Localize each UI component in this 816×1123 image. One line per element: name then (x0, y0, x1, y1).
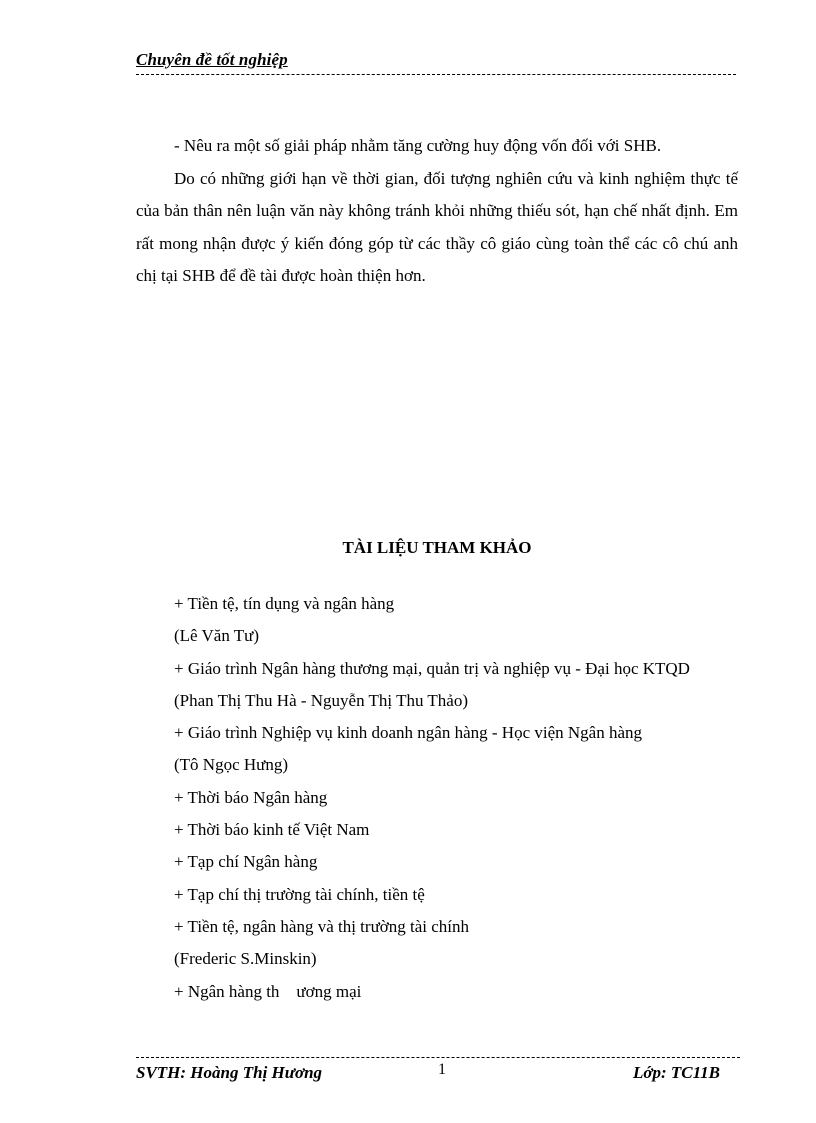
reference-item: + Tạp chí Ngân hàng (174, 852, 318, 872)
footer-class: Lớp: TC11B (632, 1063, 720, 1082)
reference-item: + Giáo trình Nghiệp vụ kinh doanh ngân hàng - Học viện Ngân hàng (174, 723, 643, 743)
footer-author: SVTH: Hoàng Thị Hương (136, 1063, 323, 1082)
reference-item: + Tiền tệ, ngân hàng và thị trường tài chính (174, 916, 470, 936)
reference-author: (Lê Văn Tư) (174, 626, 260, 646)
body-paragraph: Do có những giới hạn về thời gian, đối tượng nghiên cứu và kinh nghiệm thực tế của bản thân nên luận văn này không tránh khỏi những thiếu sót, hạn chế nhất định. Em rất mong nhận được ý kiến đóng góp từ các thầy cô giáo cùng toàn thể các cô chú anh chị tại SHB để đề tài được hoàn thiện hơn. (136, 168, 738, 285)
references-list (174, 588, 744, 1008)
reference-item: + Giáo trình Ngân hàng thương mại, quản trị và nghiệp vụ - Đại học KTQD (174, 658, 690, 678)
body-paragraph: - Nêu ra một số giải pháp nhằm tăng cường huy động vốn đối với SHB. (174, 136, 662, 155)
reference-item: + Thời báo kinh tế Việt Nam (174, 820, 370, 840)
reference-author: (Frederic S.Minskin) (174, 949, 317, 969)
page-number: 1 (438, 1061, 446, 1078)
page-header (136, 48, 736, 75)
reference-item: + Thời báo Ngân hàng (174, 787, 328, 807)
reference-author: (Phan Thị Thu Hà - Nguyễn Thị Thu Thảo) (174, 690, 469, 710)
reference-author: (Tô Ngọc Hưng) (174, 755, 289, 775)
reference-item: + Ngân hàng th ương mại (174, 981, 362, 1001)
footer-divider (136, 1057, 740, 1058)
reference-item: + Tạp chí thị trường tài chính, tiền tệ (174, 884, 425, 904)
body-text (136, 130, 738, 293)
references-title: TÀI LIỆU THAM KHẢO (342, 538, 532, 557)
reference-item: + Tiền tệ, tín dụng và ngân hàng (174, 594, 395, 613)
header-title: Chuyên đề tốt nghiệp (136, 50, 288, 69)
